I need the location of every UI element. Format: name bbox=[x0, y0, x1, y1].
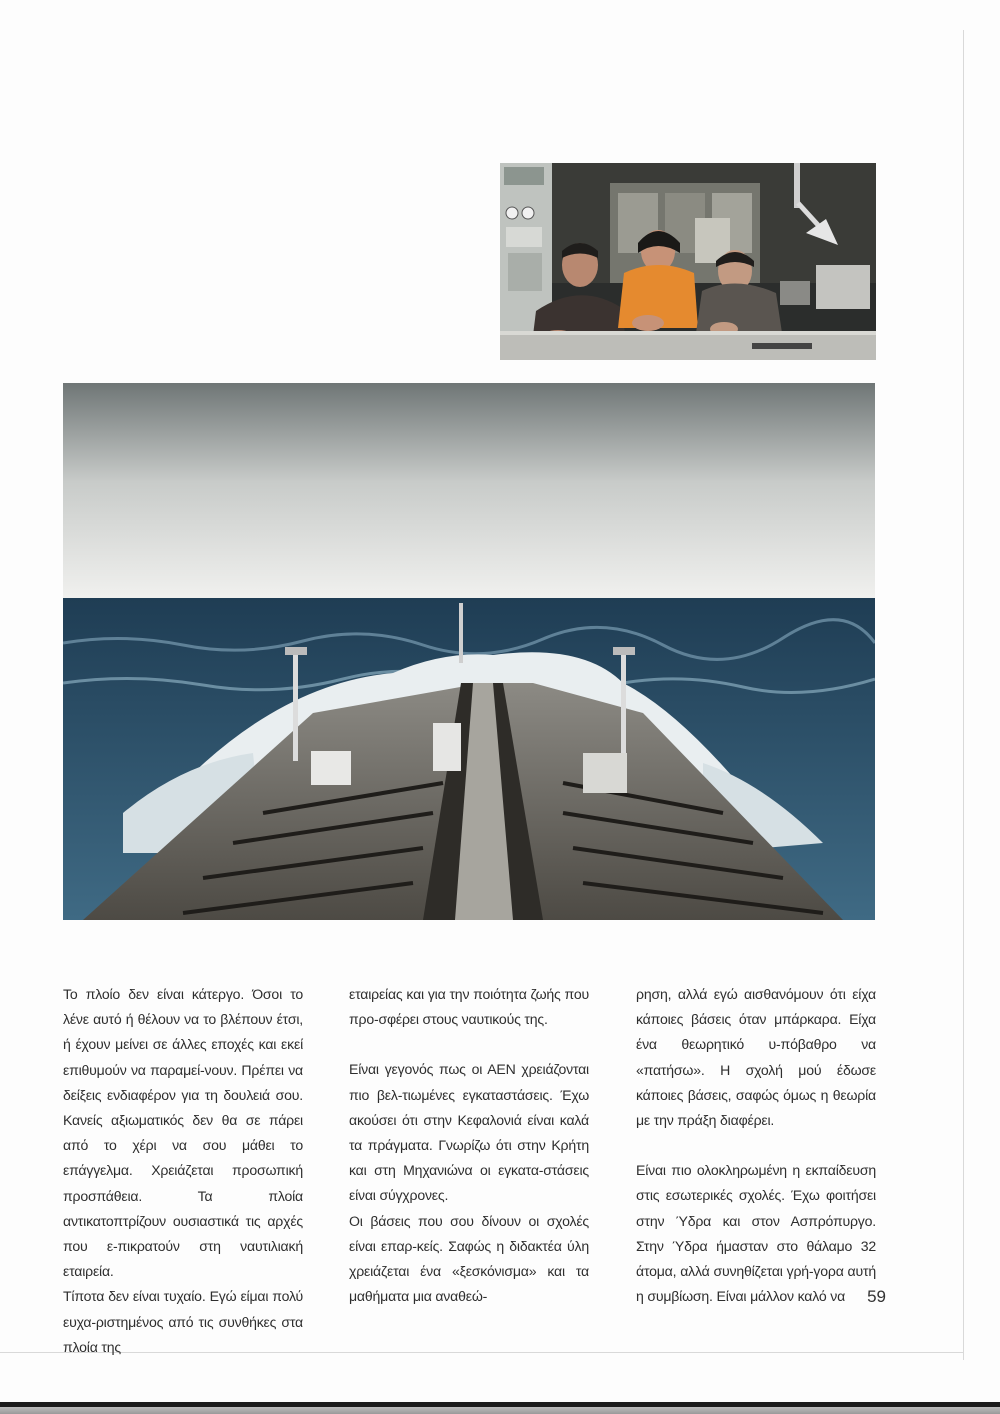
paragraph: εταιρείας και για την ποιότητα ζωής που προ-σφέρει στους ναυτικούς της. bbox=[349, 986, 589, 1028]
tanker-deck-photo-icon bbox=[63, 383, 875, 920]
crew-photo-icon bbox=[500, 163, 876, 360]
text-column-2 bbox=[349, 982, 589, 1309]
paragraph: Τίποτα δεν είναι τυχαίο. Εγώ είμαι πολύ ευχα-ριστημένος από τις συνθήκες στα πλοία της bbox=[63, 1288, 303, 1355]
text-column-1 bbox=[63, 982, 303, 1360]
text-column-3 bbox=[636, 982, 876, 1309]
ship-photo bbox=[63, 383, 875, 920]
paragraph: Είναι γεγονός πως οι ΑΕΝ χρειάζονται πιο βελ-τιωμένες εγκαταστάσεις. Έχω ακούσει ότι στην Κεφαλονιά είναι καλά τα πράγματα. Γνωρίζω ότι στην Κρήτη και στη Μηχανιώνα οι εγκατα-στάσεις είναι σύγχρονες. bbox=[349, 1061, 589, 1204]
crew-photo bbox=[500, 163, 876, 360]
paragraph: Το πλοίο δεν είναι κάτεργο. Όσοι το λένε αυτό ή θέλουν να το βλέπουν έτσι, ή έχουν μείνει σε άλλες εποχές και εκεί επιθυμούν να παραμεί-νουν. Πρέπει να δείξεις ενδιαφέρον για τη δουλειά σου. Κανείς αξιωματικός δεν θα σε πάρει από το χέρι να σου μάθει το επάγγελμα. Χρειάζεται προσωπική προσπάθεια. Τα πλοία αντικατοπτρίζουν ουσιαστικά τις αρχές που ε-πικρατούν στη ναυτιλιακή εταιρεία. bbox=[63, 986, 303, 1280]
page-number: 59 bbox=[867, 1287, 886, 1306]
paragraph: ρηση, αλλά εγώ αισθανόμουν ότι είχα κάποιες βάσεις όταν μπάρκαρα. Είχα ένα θεωρητικό υ-πόβαθρο να «πατήσω». Η σχολή μού έδωσε κάποιες βάσεις, σαφώς όμως η θεωρία με την πράξη διαφέρει. bbox=[636, 986, 876, 1129]
paragraph: Οι βάσεις που σου δίνουν οι σχολές είναι επαρ-κείς. Σαφώς η διδακτέα ύλη χρειάζεται ένα «ξεσκόνισμα» και τα μαθήματα μια αναθεώ- bbox=[349, 1212, 589, 1305]
paragraph: Είναι πιο ολοκληρωμένη η εκπαίδευση στις εσωτερικές σχολές. Έχω φοιτήσει στην Ύδρα και στον Ασπρόπυργο. Στην Ύδρα ήμασταν στο θάλαμο 32 άτομα, αλλά συνηθίζεται γρή-γορα αυτή η συμβίωση. Είναι μάλλον καλό να bbox=[636, 1162, 876, 1305]
page-edge bbox=[963, 30, 964, 1360]
scan-edge bbox=[0, 1396, 1000, 1414]
